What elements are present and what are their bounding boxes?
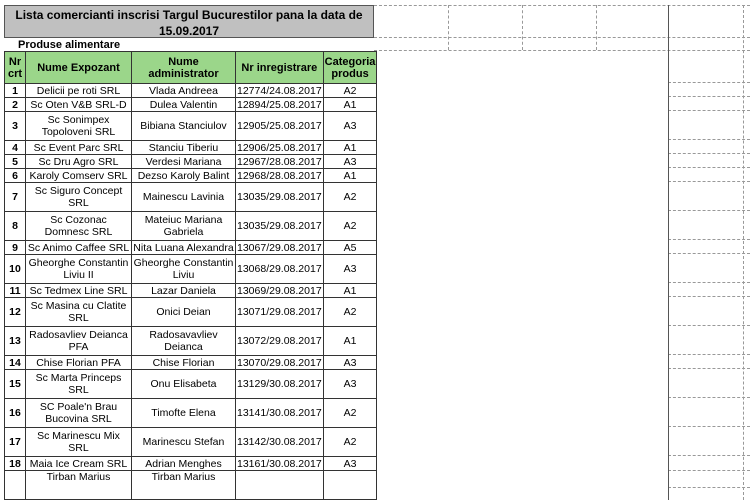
cell-administrator[interactable]: Verdesi Mariana bbox=[132, 155, 236, 169]
cell-nr[interactable]: 12 bbox=[5, 298, 26, 327]
cell-administrator[interactable]: Gheorghe Constantin Liviu bbox=[132, 255, 236, 284]
cell-administrator[interactable]: Tirban Marius bbox=[132, 471, 236, 500]
grid-line bbox=[668, 296, 750, 297]
exhibitors-table bbox=[4, 51, 377, 500]
cell-expozant[interactable]: Sc Marinescu Mix SRL bbox=[26, 428, 132, 457]
cell-inregistrare[interactable]: 13067/29.08.2017 bbox=[237, 241, 322, 254]
grid-line bbox=[668, 5, 669, 500]
table-row bbox=[5, 428, 377, 457]
grid-line bbox=[668, 239, 750, 240]
table-row bbox=[5, 98, 377, 112]
cell-nr[interactable]: 17 bbox=[5, 428, 26, 457]
grid-line bbox=[448, 5, 449, 50]
cell-nr[interactable]: 3 bbox=[5, 112, 26, 141]
cell-expozant[interactable]: Sc Tedmex Line SRL bbox=[26, 284, 132, 298]
cell-categorie[interactable]: A3 bbox=[323, 255, 377, 284]
cell-inregistrare[interactable] bbox=[236, 471, 324, 500]
grid-line bbox=[668, 426, 750, 427]
header-row bbox=[5, 52, 377, 84]
cell-inregistrare[interactable]: 12906/25.08.2017 bbox=[237, 141, 322, 154]
cell-expozant[interactable]: Sc Animo Caffee SRL bbox=[26, 241, 132, 255]
cell-nr[interactable]: 5 bbox=[5, 155, 26, 169]
grid-line bbox=[668, 96, 750, 97]
table-row bbox=[5, 155, 377, 169]
cell-expozant[interactable]: Sc Dru Agro SRL bbox=[26, 155, 132, 169]
grid-line bbox=[374, 37, 750, 38]
table-row bbox=[5, 298, 377, 327]
cell-categorie[interactable]: A3 bbox=[323, 155, 377, 169]
cell-nr[interactable]: 15 bbox=[5, 370, 26, 399]
cell-expozant[interactable]: Delicii pe roti SRL bbox=[26, 84, 132, 98]
cell-categorie[interactable]: A3 bbox=[323, 356, 377, 370]
table-row bbox=[5, 212, 377, 241]
grid-line bbox=[668, 153, 750, 154]
cell-categorie[interactable]: A2 bbox=[323, 399, 377, 428]
cell-categorie[interactable]: A2 bbox=[323, 183, 377, 212]
cell-nr[interactable] bbox=[5, 471, 26, 500]
cell-expozant[interactable]: Maia Ice Cream SRL bbox=[26, 457, 132, 471]
cell-administrator[interactable]: Timofte Elena bbox=[132, 399, 236, 428]
cell-nr[interactable]: 8 bbox=[5, 212, 26, 241]
cell-expozant[interactable]: Sc Event Parc SRL bbox=[26, 141, 132, 155]
cell-inregistrare[interactable]: 13069/29.08.2017 bbox=[237, 284, 322, 297]
cell-administrator[interactable]: Marinescu Stefan bbox=[132, 428, 236, 457]
grid-line bbox=[668, 325, 750, 326]
cell-administrator[interactable]: Onici Deian bbox=[132, 298, 236, 327]
cell-categorie[interactable] bbox=[323, 471, 377, 500]
cell-inregistrare[interactable]: 13071/29.08.2017 bbox=[236, 298, 324, 327]
cell-inregistrare[interactable]: 12967/28.08.2017 bbox=[237, 155, 322, 168]
col-header-administrator[interactable]: Nume administrator bbox=[132, 52, 236, 84]
cell-categorie[interactable]: A2 bbox=[323, 212, 377, 241]
table-row bbox=[5, 370, 377, 399]
grid-line bbox=[668, 455, 750, 456]
cell-expozant[interactable]: Sc Siguro Concept SRL bbox=[26, 183, 132, 212]
cell-expozant[interactable]: Tirban Marius bbox=[26, 471, 132, 500]
col-header-inregistrare[interactable]: Nr inregistrare bbox=[236, 52, 324, 84]
grid-line bbox=[596, 5, 597, 50]
table-row bbox=[5, 112, 377, 141]
cell-categorie[interactable]: A2 bbox=[323, 298, 377, 327]
cell-expozant[interactable]: Gheorghe Constantin Liviu II bbox=[26, 255, 132, 284]
cell-nr[interactable]: 11 bbox=[5, 284, 26, 298]
cell-inregistrare[interactable]: 13070/29.08.2017 bbox=[237, 356, 322, 369]
grid-line bbox=[668, 282, 750, 283]
grid-line bbox=[668, 110, 750, 111]
cell-nr[interactable]: 16 bbox=[5, 399, 26, 428]
cell-administrator[interactable]: Mateiuc Mariana Gabriela bbox=[132, 212, 236, 241]
col-header-categorie[interactable]: Categoria produs bbox=[323, 52, 377, 84]
cell-nr[interactable]: 4 bbox=[5, 141, 26, 155]
cell-expozant[interactable]: Sc Sonimpex Topoloveni SRL bbox=[26, 112, 132, 141]
cell-categorie[interactable]: A1 bbox=[323, 169, 377, 183]
table-row bbox=[5, 141, 377, 155]
cell-expozant[interactable]: Karoly Comserv SRL bbox=[26, 169, 132, 183]
cell-nr[interactable]: 14 bbox=[5, 356, 26, 370]
grid-line bbox=[743, 5, 744, 500]
cell-inregistrare[interactable]: 13161/30.08.2017 bbox=[237, 457, 322, 470]
table-row bbox=[5, 241, 377, 255]
col-header-expozant[interactable]: Nume Expozant bbox=[26, 52, 132, 84]
cell-nr[interactable]: 13 bbox=[5, 327, 26, 356]
table-row bbox=[5, 84, 377, 98]
grid-line bbox=[668, 487, 750, 488]
cell-categorie[interactable]: A5 bbox=[323, 241, 377, 255]
cell-categorie[interactable]: A2 bbox=[323, 428, 377, 457]
cell-nr[interactable]: 1 bbox=[5, 84, 26, 98]
cell-categorie[interactable]: A3 bbox=[323, 370, 377, 399]
cell-inregistrare[interactable]: 12894/25.08.2017 bbox=[237, 98, 322, 111]
cell-administrator[interactable]: Nita Luana Alexandra bbox=[133, 241, 234, 254]
cell-inregistrare[interactable]: 13141/30.08.2017 bbox=[236, 399, 324, 428]
cell-administrator[interactable]: Adrian Menghes bbox=[132, 457, 236, 471]
cell-administrator[interactable]: Stanciu Tiberiu bbox=[132, 141, 236, 155]
table-row bbox=[5, 356, 377, 370]
cell-administrator[interactable]: Dulea Valentin bbox=[132, 98, 236, 112]
grid-line bbox=[668, 470, 750, 471]
cell-categorie[interactable]: A1 bbox=[323, 98, 377, 112]
cell-administrator[interactable]: Lazar Daniela bbox=[132, 284, 236, 298]
sheet-title: Lista comercianti inscrisi Targul Bucurestilor pana la data de 15.09.2017 bbox=[4, 5, 374, 38]
cell-inregistrare[interactable]: 12774/24.08.2017 bbox=[237, 84, 322, 97]
cell-administrator[interactable]: Dezso Karoly Balint bbox=[132, 169, 236, 183]
grid-line bbox=[374, 5, 750, 6]
grid-line bbox=[374, 50, 750, 51]
table-row bbox=[5, 457, 377, 471]
grid-line bbox=[668, 210, 750, 211]
table-row bbox=[5, 169, 377, 183]
cell-categorie[interactable]: A1 bbox=[323, 141, 377, 155]
table-row bbox=[5, 183, 377, 212]
cell-inregistrare[interactable]: 13035/29.08.2017 bbox=[236, 183, 324, 212]
grid-line bbox=[668, 397, 750, 398]
cell-administrator[interactable]: Onu Elisabeta bbox=[132, 370, 236, 399]
cell-nr[interactable]: 18 bbox=[5, 457, 26, 471]
section-label: Produse alimentare bbox=[18, 39, 121, 51]
cell-nr[interactable]: 2 bbox=[5, 98, 26, 112]
cell-expozant[interactable]: Chise Florian PFA bbox=[26, 356, 132, 370]
cell-administrator[interactable]: Bibiana Stanciulov bbox=[132, 112, 236, 141]
cell-expozant[interactable]: Sc Oten V&B SRL-D bbox=[26, 98, 132, 112]
table-row bbox=[5, 284, 377, 298]
cell-categorie[interactable]: A3 bbox=[323, 112, 377, 141]
cell-inregistrare[interactable]: 13068/29.08.2017 bbox=[236, 255, 324, 284]
table-row bbox=[5, 471, 377, 500]
grid-line bbox=[668, 368, 750, 369]
table-row bbox=[5, 399, 377, 428]
cell-categorie[interactable]: A1 bbox=[323, 284, 377, 298]
cell-inregistrare[interactable]: 13142/30.08.2017 bbox=[236, 428, 324, 457]
cell-inregistrare[interactable]: 12968/28.08.2017 bbox=[237, 169, 322, 182]
cell-expozant[interactable]: Sc Marta Princeps SRL bbox=[26, 370, 132, 399]
cell-nr[interactable]: 10 bbox=[5, 255, 26, 284]
cell-inregistrare[interactable]: 13129/30.08.2017 bbox=[236, 370, 324, 399]
cell-inregistrare[interactable]: 13072/29.08.2017 bbox=[236, 327, 324, 356]
grid-line bbox=[668, 139, 750, 140]
cell-categorie[interactable]: A3 bbox=[323, 457, 377, 471]
table-row bbox=[5, 255, 377, 284]
cell-inregistrare[interactable]: 13035/29.08.2017 bbox=[236, 212, 324, 241]
cell-administrator[interactable]: Radosavavliev Deianca bbox=[132, 327, 236, 356]
cell-inregistrare[interactable]: 12905/25.08.2017 bbox=[236, 112, 324, 141]
grid-line bbox=[668, 253, 750, 254]
cell-administrator[interactable]: Mainescu Lavinia bbox=[132, 183, 236, 212]
cell-expozant[interactable]: Sc Masina cu Clatite SRL bbox=[26, 298, 132, 327]
cell-expozant[interactable]: Radosavliev Deianca PFA bbox=[26, 327, 132, 356]
grid-line bbox=[668, 181, 750, 182]
cell-expozant[interactable]: Sc Cozonac Domnesc SRL bbox=[26, 212, 132, 241]
cell-nr[interactable]: 9 bbox=[5, 241, 26, 255]
grid-line bbox=[522, 5, 523, 50]
grid-line bbox=[668, 82, 750, 83]
cell-categorie[interactable]: A2 bbox=[323, 84, 377, 98]
cell-categorie[interactable]: A1 bbox=[323, 327, 377, 356]
cell-nr[interactable]: 6 bbox=[5, 169, 26, 183]
cell-administrator[interactable]: Vlada Andreea bbox=[132, 84, 236, 98]
grid-line bbox=[668, 167, 750, 168]
grid-line bbox=[668, 354, 750, 355]
col-header-nr[interactable]: Nr crt bbox=[5, 52, 26, 84]
table-row bbox=[5, 327, 377, 356]
cell-expozant[interactable]: SC Poale'n Brau Bucovina SRL bbox=[26, 399, 132, 428]
cell-nr[interactable]: 7 bbox=[5, 183, 26, 212]
cell-administrator[interactable]: Chise Florian bbox=[132, 356, 236, 370]
